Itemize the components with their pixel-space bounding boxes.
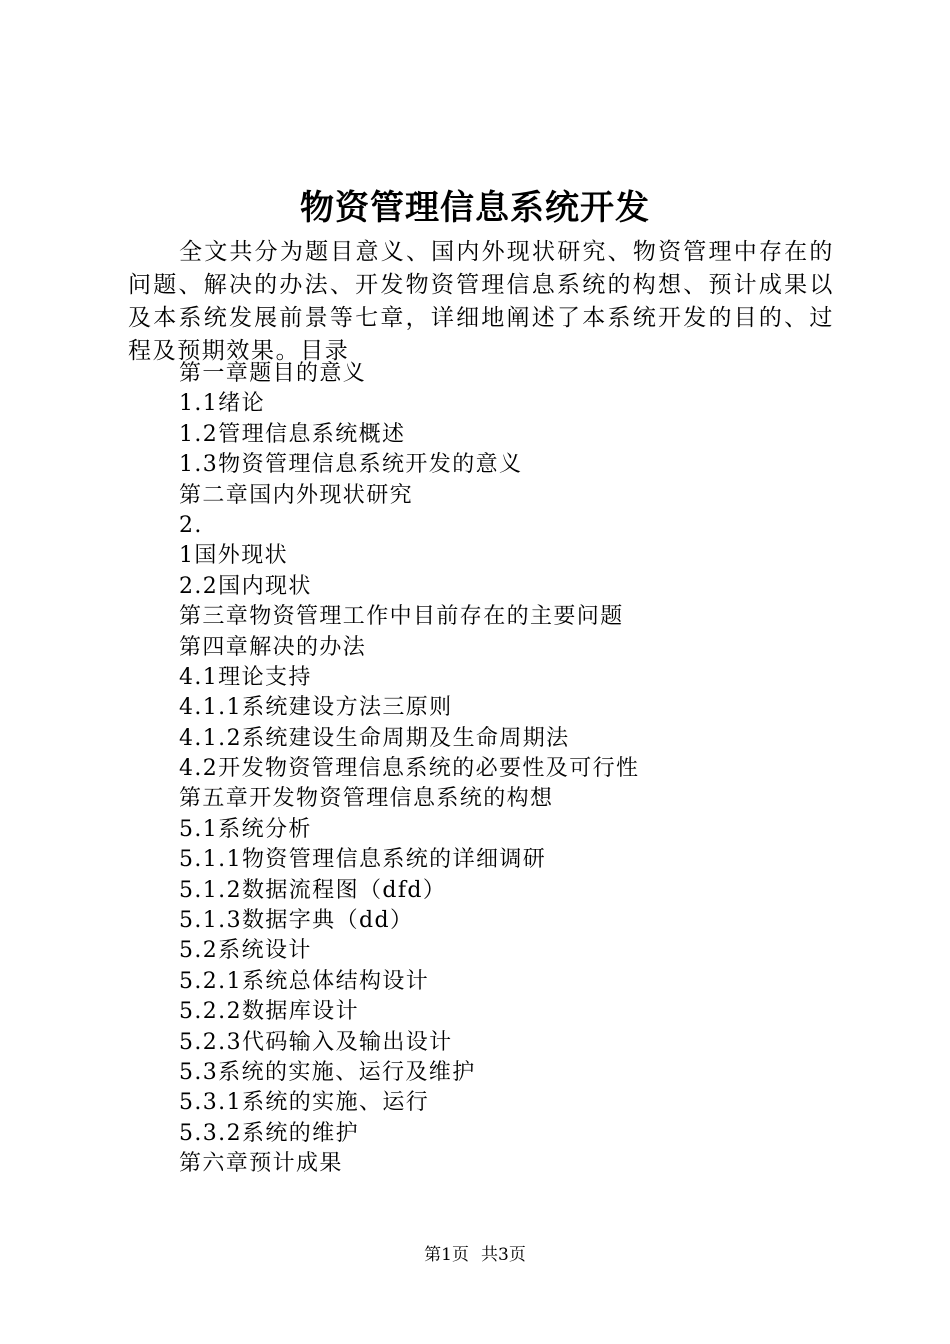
toc-item: 4.1.2系统建设生命周期及生命周期法 bbox=[179, 725, 570, 751]
toc-item: 5.2.1系统总体结构设计 bbox=[179, 968, 430, 994]
toc-item: 1.2管理信息系统概述 bbox=[179, 421, 406, 447]
table-of-contents bbox=[179, 359, 859, 1180]
page-number: 第1页 bbox=[424, 1245, 469, 1265]
intro-paragraph: 全文共分为题目意义、国内外现状研究、物资管理中存在的问题、解决的办法、开发物资管理信息系统的构想、预计成果以及本系统发展前景等七章，详细地阐述了本系统开发的目的、过程及预期效果。目录 bbox=[128, 239, 834, 364]
toc-item: 5.1.1物资管理信息系统的详细调研 bbox=[179, 847, 547, 873]
toc-item: 4.1理论支持 bbox=[179, 664, 312, 690]
toc-item: 5.2.2数据库设计 bbox=[179, 999, 359, 1025]
toc-item: 5.3系统的实施、运行及维护 bbox=[179, 1059, 476, 1085]
toc-item: 5.1.3数据字典（dd） bbox=[179, 908, 414, 934]
toc-item: 5.2系统设计 bbox=[179, 938, 312, 964]
toc-item: 1.3物资管理信息系统开发的意义 bbox=[179, 452, 523, 478]
page-total: 共3页 bbox=[481, 1245, 526, 1265]
toc-item: 4.2开发物资管理信息系统的必要性及可行性 bbox=[179, 756, 640, 782]
toc-item: 5.3.1系统的实施、运行 bbox=[179, 1090, 430, 1116]
toc-item: 2. bbox=[179, 512, 203, 538]
toc-item: 1国外现状 bbox=[179, 543, 288, 569]
toc-item: 1.1绪论 bbox=[179, 391, 265, 417]
toc-item: 5.3.2系统的维护 bbox=[179, 1120, 359, 1146]
document-title: 物资管理信息系统开发 bbox=[300, 188, 650, 228]
toc-item: 第一章题目的意义 bbox=[179, 361, 367, 386]
toc-item: 第六章预计成果 bbox=[179, 1151, 343, 1177]
toc-item: 4.1.1系统建设方法三原则 bbox=[179, 695, 453, 721]
toc-item: 第四章解决的办法 bbox=[179, 634, 367, 660]
toc-item: 5.1.2数据流程图（dfd） bbox=[179, 877, 447, 903]
page-footer bbox=[0, 1243, 950, 1267]
toc-item: 第三章物资管理工作中目前存在的主要问题 bbox=[179, 604, 624, 630]
toc-item: 5.1系统分析 bbox=[179, 816, 312, 842]
toc-item: 第五章开发物资管理信息系统的构想 bbox=[179, 786, 554, 812]
toc-item: 2.2国内现状 bbox=[179, 573, 312, 599]
toc-item: 第二章国内外现状研究 bbox=[179, 482, 414, 508]
toc-item: 5.2.3代码输入及输出设计 bbox=[179, 1029, 453, 1055]
